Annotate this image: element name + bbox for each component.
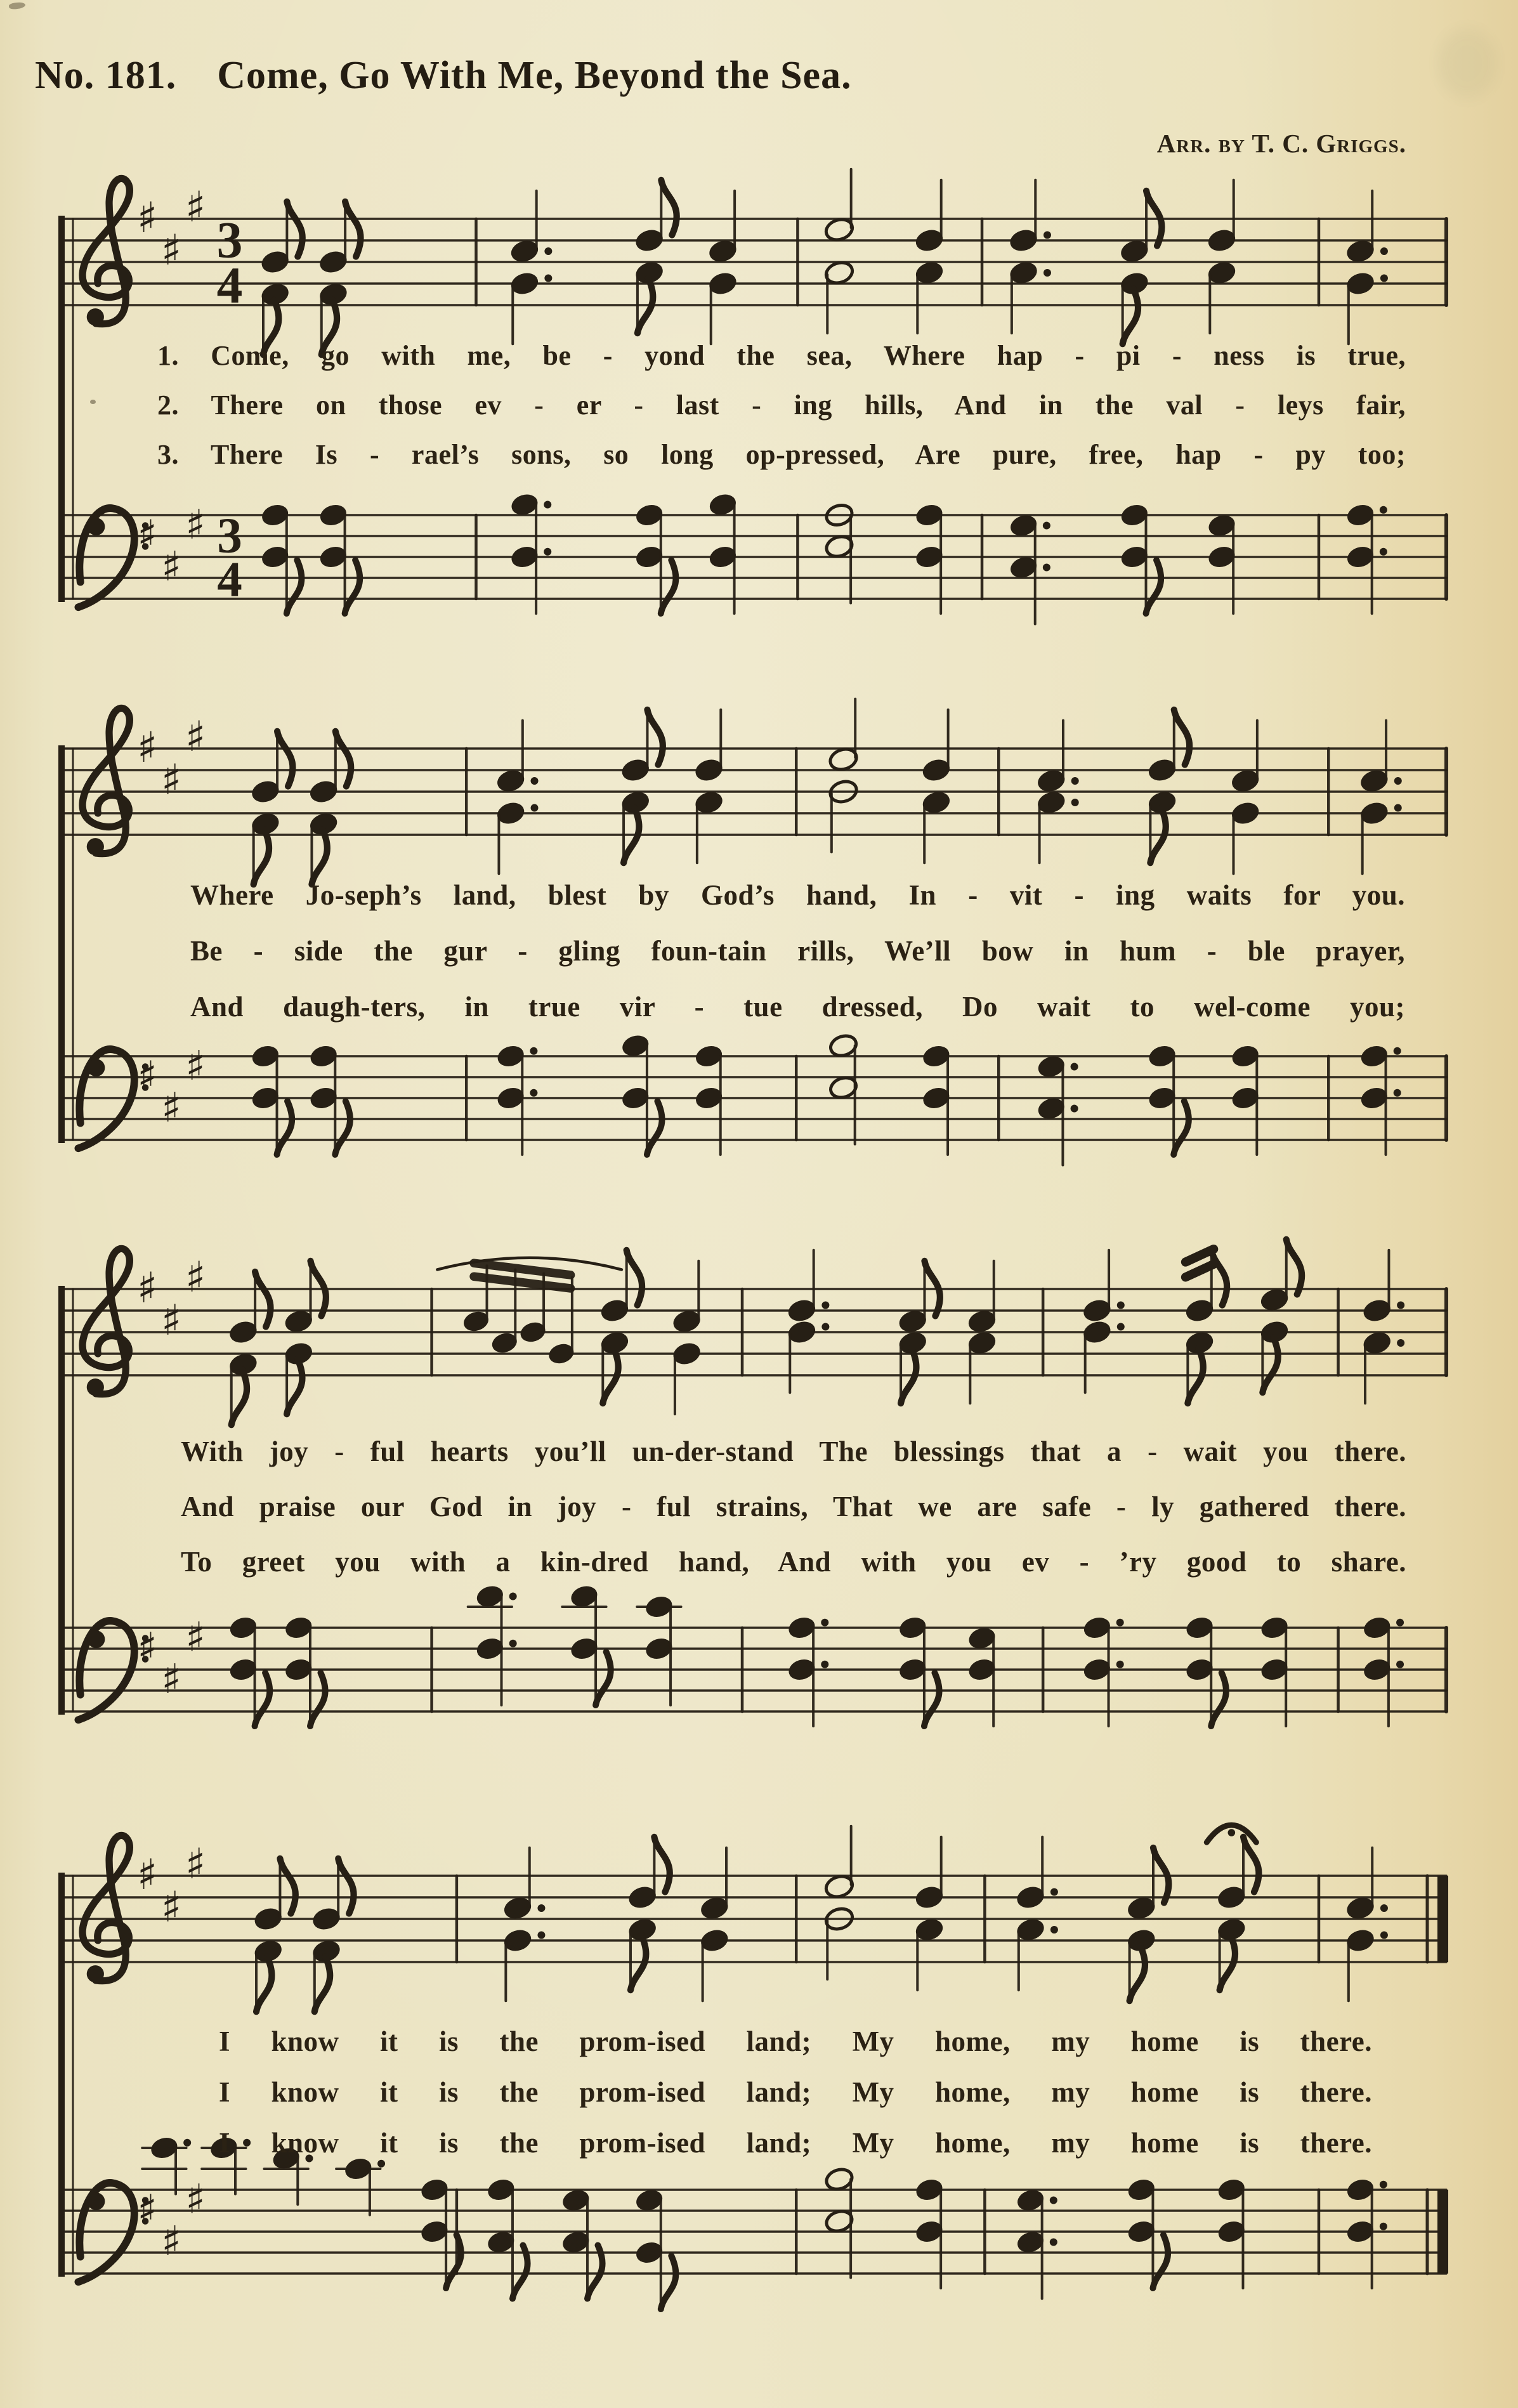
- lyric-line-verse-1: Where Jo-seph’s land, blest by God’s hand, In - vit - ing waits for you.: [190, 879, 1405, 911]
- lyric-line-verse-3: 3. There Is - rael’s sons, so long op-pressed, Are pure, free, hap - py too;: [157, 439, 1406, 470]
- svg-text:♯: ♯: [161, 2217, 181, 2265]
- svg-text:♯: ♯: [136, 193, 158, 243]
- svg-text:♯: ♯: [185, 1613, 206, 1661]
- svg-text:♯: ♯: [136, 1850, 158, 1900]
- lyric-line-verse-2: Be - side the gur - gling foun-tain rills, We’ll bow in hum - ble prayer,: [190, 935, 1405, 967]
- svg-text:♯: ♯: [160, 755, 182, 805]
- lyrics-system-4: [219, 2025, 1372, 2190]
- svg-text:4: 4: [217, 552, 242, 608]
- svg-text:♯: ♯: [161, 1083, 181, 1132]
- lyrics-system-3: [181, 1435, 1406, 1613]
- lyric-line-verse-1: I know it is the prom-ised land; My home, my home is there.: [219, 2025, 1372, 2057]
- svg-text:♯: ♯: [185, 712, 206, 762]
- lyric-line-verse-3: I know it is the prom-ised land; My home, my home is there.: [219, 2127, 1372, 2159]
- lyric-line-verse-2: And praise our God in joy - ful strains, That we are safe - ly gathered there.: [181, 1491, 1406, 1522]
- svg-text:♯: ♯: [137, 1052, 157, 1101]
- svg-text:3: 3: [217, 507, 242, 564]
- svg-text:♯: ♯: [160, 225, 182, 275]
- svg-text:♯: ♯: [137, 2186, 157, 2234]
- svg-text:♯: ♯: [137, 1624, 157, 1672]
- svg-text:♯: ♯: [161, 542, 181, 591]
- svg-text:4: 4: [216, 256, 243, 314]
- svg-text:♯: ♯: [185, 1839, 206, 1889]
- song-title: Come, Go With Me, Beyond the Sea.: [217, 54, 852, 97]
- svg-text:♯: ♯: [160, 1295, 182, 1345]
- svg-text:♯: ♯: [185, 501, 206, 549]
- svg-text:♯: ♯: [185, 2175, 206, 2223]
- lyrics-system-2: [190, 879, 1405, 1059]
- arranger-credit: Arr. by T. C. Griggs.: [1156, 129, 1406, 158]
- song-number: No. 181.: [35, 54, 177, 97]
- svg-text:♯: ♯: [136, 1263, 158, 1313]
- svg-text:♯: ♯: [161, 1655, 181, 1703]
- svg-text:♯: ♯: [136, 723, 158, 773]
- scan-corner-artifact: [8, 1, 25, 10]
- svg-text:♯: ♯: [185, 1042, 206, 1090]
- lyric-line-verse-1: 1. Come, go with me, be - yond the sea, Where hap - pi - ness is true,: [157, 340, 1406, 371]
- lyric-line-verse-2: 2. There on those ev - er - last - ing hills, And in the val - leys fair,: [157, 389, 1406, 421]
- lyric-line-verse-3: To greet you with a kin-dred hand, And with you ev - ’ry good to share.: [181, 1546, 1406, 1578]
- svg-text:3: 3: [216, 211, 243, 269]
- song-header: [35, 53, 1243, 98]
- lyric-line-verse-1: With joy - ful hearts you’ll un-der-stand The blessings that a - wait you there.: [181, 1436, 1406, 1467]
- lyric-line-verse-2: I know it is the prom-ised land; My home, my home is there.: [219, 2076, 1372, 2108]
- svg-text:♯: ♯: [185, 1252, 206, 1302]
- svg-text:♯: ♯: [185, 182, 206, 232]
- svg-text:♯: ♯: [137, 511, 157, 559]
- svg-text:♯: ♯: [160, 1882, 182, 1932]
- lyrics-system-1: [157, 339, 1406, 501]
- page-bleedthrough-ghost: [1429, 19, 1505, 108]
- lyric-line-verse-3: And daugh-ters, in true vir - tue dressed, Do wait to wel-come you;: [190, 991, 1405, 1023]
